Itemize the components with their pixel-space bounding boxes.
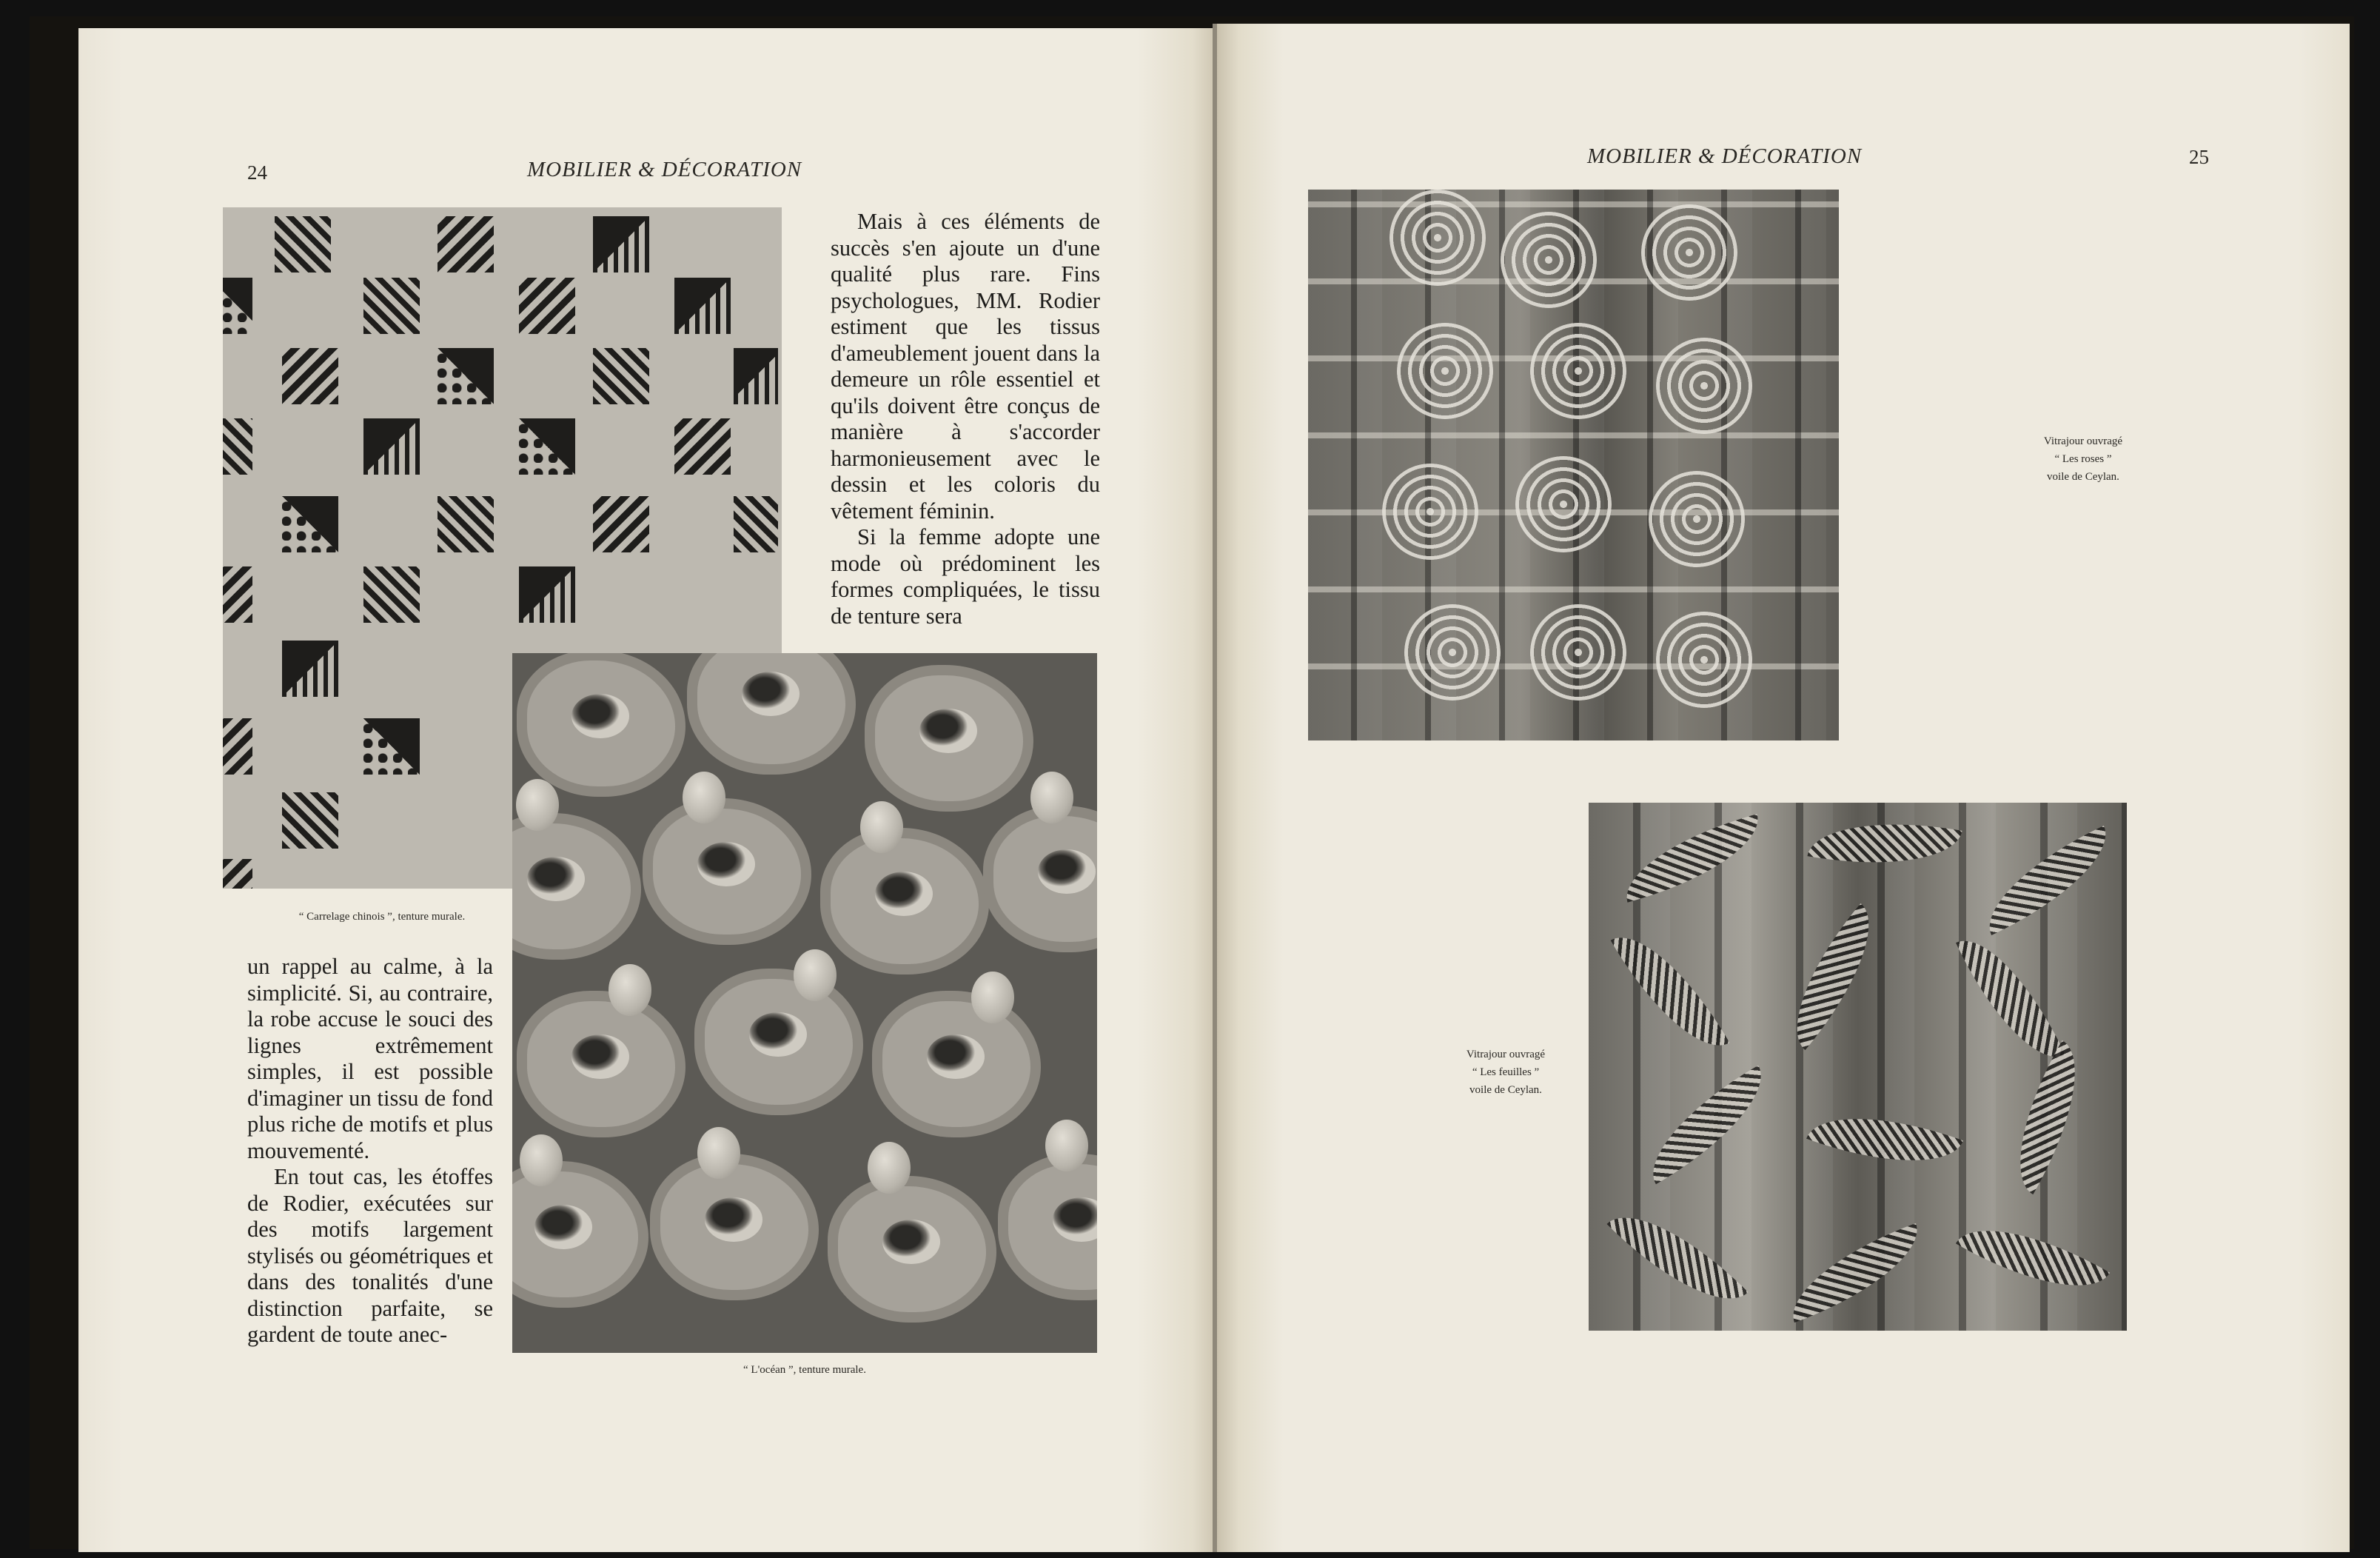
paragraph: un rappel au calme, à la simplicité. Si, au contraire, la robe accuse le souci des lignes extrêmement simples, il est possible d'imaginer un tissu de fond plus riche de motifs et plus mouvementé. <box>247 954 493 1163</box>
paragraph: En tout cas, les étoffes de Rodier, exécutées sur des motifs largement stylisés ou géométriques et dans des tonalités d'une distinction parfaite, se gardent de toute anec- <box>247 1164 493 1347</box>
left-folio: 24 <box>247 161 267 184</box>
caption-line: “ Les feuilles ” <box>1472 1066 1540 1078</box>
right-page <box>1217 24 2350 1552</box>
caption-line: Vitrajour ouvragé <box>2043 435 2123 447</box>
l-ocean-photo <box>512 653 1097 1353</box>
caption-l-ocean: “ L'océan ”, tenture murale. <box>743 1364 866 1376</box>
caption-line: voile de Ceylan. <box>2047 471 2119 483</box>
left-page <box>78 28 1214 1552</box>
caption-line: voile de Ceylan. <box>1469 1084 1542 1096</box>
les-roses-photo <box>1308 190 1839 740</box>
text-column-lower <box>247 954 493 1348</box>
open-book <box>30 16 2354 1549</box>
caption-les-feuilles <box>1439 1046 1572 1099</box>
text-column-upper <box>831 209 1100 629</box>
paragraph: Mais à ces éléments de succès s'en ajoute un d'une qualité plus rare. Fins psychologues, MM. Rodier estiment que les tissus d'ameublement jouent dans la demeure un rôle essentiel et qu'ils doivent être conçus de manière à s'accorder harmonieusement avec le dessin et les coloris du vêtement féminin. <box>831 209 1100 524</box>
caption-line: Vitrajour ouvragé <box>1466 1049 1546 1060</box>
paragraph: Si la femme adopte une mode où prédominent les formes compliquées, le tissu de tenture sera <box>831 524 1100 629</box>
right-running-title: MOBILIER & DÉCORATION <box>1587 144 1863 168</box>
caption-line: “ Les roses ” <box>2054 453 2112 465</box>
caption-les-roses <box>1987 432 2179 486</box>
right-folio: 25 <box>2189 146 2209 168</box>
caption-carrelage-chinois: “ Carrelage chinois ”, tenture murale. <box>298 911 466 923</box>
les-feuilles-photo <box>1589 803 2127 1331</box>
left-running-title: MOBILIER & DÉCORATION <box>527 158 802 181</box>
